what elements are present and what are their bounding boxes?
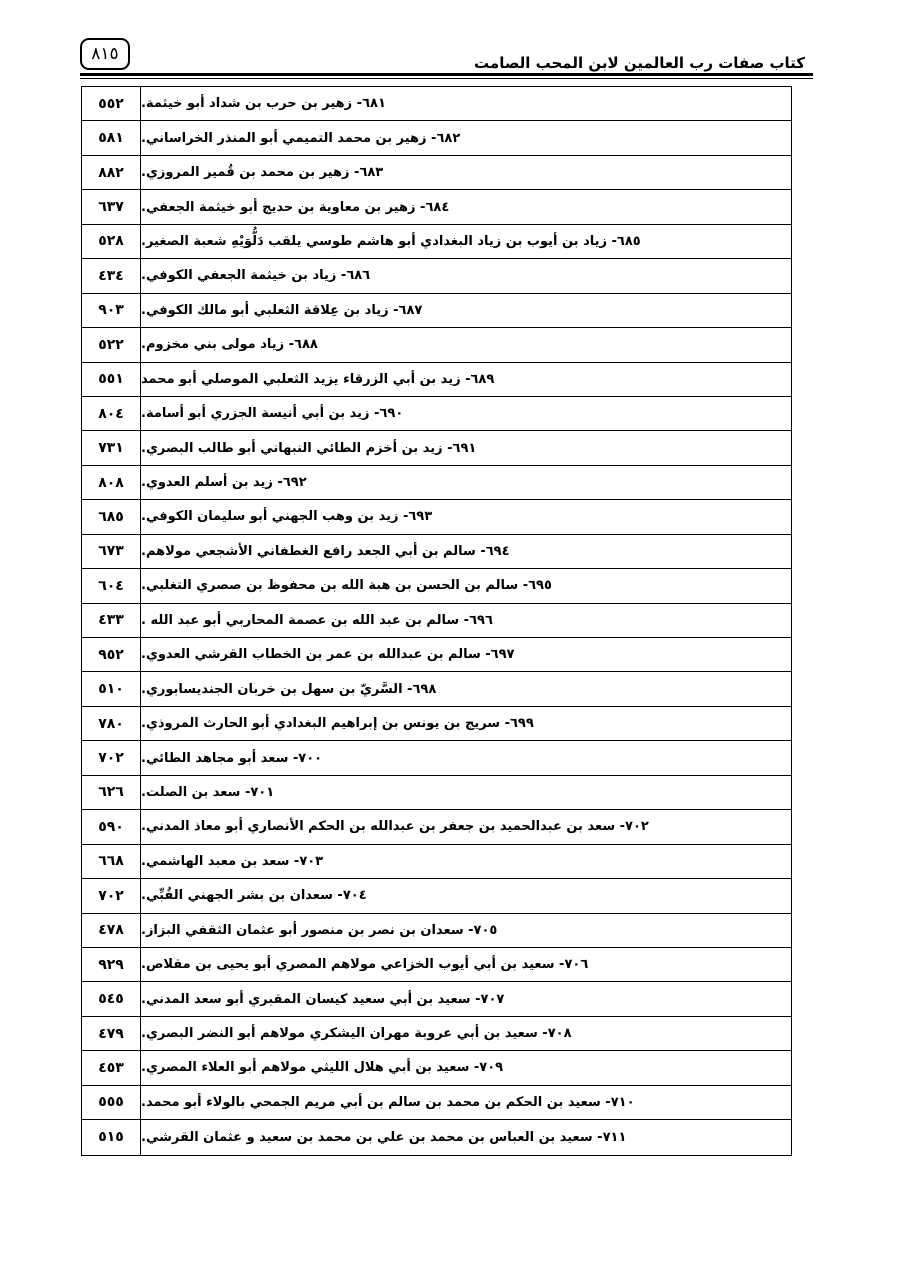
page-reference: ٨٨٢ <box>82 156 141 189</box>
table-row <box>82 776 791 810</box>
narrator-name: ٦٩٨- السَّريّ بن سهل بن خربان الجنديسابوري. <box>141 681 437 697</box>
narrator-name: ٦٩١- زيد بن أخزم الطائي النبهاني أبو طالب البصري. <box>141 440 477 456</box>
page-reference: ٨٠٨ <box>82 466 141 499</box>
page-reference: ٦٨٥ <box>82 500 141 533</box>
page-reference: ٧٣١ <box>82 431 141 464</box>
table-row <box>82 156 791 190</box>
narrator-name: ٦٩٠- زيد بن أبي أنيسة الجزري أبو أسامة. <box>141 406 404 422</box>
narrator-name: ٦٩٥- سالم بن الحسن بن هبة الله بن محفوظ بن صصري التغلبي. <box>141 578 552 594</box>
narrator-name: ٧١٠- سعيد بن الحكم بن محمد بن سالم بن أبي مريم الجمحي بالولاء أبو محمد. <box>141 1094 635 1110</box>
index-table <box>81 86 792 1156</box>
page-reference: ٧٠٢ <box>82 879 141 912</box>
narrator-name: ٧٠٨- سعيد بن أبي عروبة مهران اليشكري مولاهم أبو النضر البصري. <box>141 1026 572 1042</box>
page-reference: ٥١٠ <box>82 672 141 705</box>
narrator-name: ٦٩٩- سريج بن يونس بن إبراهيم البغدادي أبو الحارث المروذي. <box>141 716 534 732</box>
narrator-name: ٧٠٦- سعيد بن أبي أيوب الخزاعي مولاهم المصري أبو يحيى بن مقلاص. <box>141 957 589 973</box>
page-reference: ٥٨١ <box>82 121 141 154</box>
page-reference: ٤٣٤ <box>82 259 141 292</box>
page-reference: ٥١٥ <box>82 1120 141 1154</box>
header-rule-thick <box>80 73 813 76</box>
narrator-name: ٧٠٧- سعيد بن أبي سعيد كيسان المقبري أبو سعد المدني. <box>141 991 505 1007</box>
page-number-box <box>80 38 130 70</box>
narrator-name: ٧٠٥- سعدان بن نصر بن منصور أبو عثمان الثقفي البزاز. <box>141 922 498 938</box>
table-row <box>82 328 791 362</box>
page-reference: ٤٧٨ <box>82 914 141 947</box>
table-row <box>82 294 791 328</box>
book-title: كتاب صفات رب العالمين لابن المحب الصامت <box>474 54 805 72</box>
page-reference: ٥٩٠ <box>82 810 141 843</box>
table-row <box>82 1051 791 1085</box>
page-reference: ٩٥٢ <box>82 638 141 671</box>
table-row <box>82 259 791 293</box>
table-row <box>82 672 791 706</box>
narrator-name: ٦٨٦- زياد بن خيثمة الجعفي الكوفي. <box>141 268 371 284</box>
narrator-name: ٧٠٣- سعد بن معبد الهاشمي. <box>141 853 324 869</box>
table-row <box>82 914 791 948</box>
page-reference: ٥٥٥ <box>82 1086 141 1119</box>
narrator-name: ٧٠٩- سعيد بن أبي هلال الليثي مولاهم أبو العلاء المصري. <box>141 1060 504 1076</box>
page-reference: ٦٢٦ <box>82 776 141 809</box>
narrator-name: ٦٨٧- زياد بن عِلاقة الثعلبي أبو مالك الكوفي. <box>141 302 423 318</box>
narrator-name: ٧١١- سعيد بن العباس بن محمد بن علي بن محمد بن سعيد و عثمان القرشي. <box>141 1129 627 1145</box>
page-reference: ٧٠٢ <box>82 741 141 774</box>
table-row <box>82 397 791 431</box>
table-row <box>82 1120 791 1154</box>
page-reference: ٤٥٣ <box>82 1051 141 1084</box>
page-reference: ٩٢٩ <box>82 948 141 981</box>
narrator-name: ٦٩٦- سالم بن عبد الله بن عصمة المحاربي أبو عبد الله . <box>141 612 493 628</box>
narrator-name: ٦٩٤- سالم بن أبي الجعد رافع الغطفاني الأشجعي مولاهم. <box>141 543 510 559</box>
narrator-name: ٦٩٧- سالم بن عبدالله بن عمر بن الخطاب القرشي العدوي. <box>141 647 515 663</box>
narrator-name: ٦٨٢- زهير بن محمد التميمي أبو المنذر الخراساني. <box>141 130 461 146</box>
page-reference: ٧٨٠ <box>82 707 141 740</box>
table-row <box>82 431 791 465</box>
table-row <box>82 879 791 913</box>
table-row <box>82 845 791 879</box>
table-row <box>82 190 791 224</box>
table-row <box>82 121 791 155</box>
page-reference: ٨٠٤ <box>82 397 141 430</box>
page-reference: ٥٢٨ <box>82 225 141 258</box>
page-reference: ٦٦٨ <box>82 845 141 878</box>
narrator-name: ٦٨٥- زياد بن أيوب بن زياد البغدادي أبو هاشم طوسي يلقب دَلُّوَيْهِ شعبة الصغير. <box>141 233 641 249</box>
narrator-name: ٦٨١- زهير بن حرب بن شداد أبو خيثمة. <box>141 96 386 112</box>
table-row <box>82 466 791 500</box>
narrator-name: ٧٠٢- سعد بن عبدالحميد بن جعفر بن عبدالله بن الحكم الأنصاري أبو معاذ المدني. <box>141 819 649 835</box>
page-reference: ٩٠٣ <box>82 294 141 327</box>
table-row <box>82 707 791 741</box>
page-reference: ٦٧٣ <box>82 535 141 568</box>
narrator-name: ٧٠١- سعد بن الصلت. <box>141 784 275 800</box>
table-row <box>82 741 791 775</box>
page-reference: ٥٤٥ <box>82 982 141 1015</box>
table-row <box>82 569 791 603</box>
table-row <box>82 535 791 569</box>
narrator-name: ٦٩٣- زيد بن وهب الجهني أبو سليمان الكوفي. <box>141 509 433 525</box>
page-reference: ٤٣٣ <box>82 604 141 637</box>
page-reference: ٦٣٧ <box>82 190 141 223</box>
table-row <box>82 500 791 534</box>
table-row <box>82 1086 791 1120</box>
table-row <box>82 638 791 672</box>
table-row <box>82 363 791 397</box>
narrator-name: ٦٨٨- زياد مولى بني مخزوم. <box>141 337 318 353</box>
page-reference: ٤٧٩ <box>82 1017 141 1050</box>
table-row <box>82 604 791 638</box>
narrator-name: ٧٠٠- سعد أبو مجاهد الطائي. <box>141 750 323 766</box>
page-reference: ٥٥٢ <box>82 87 141 120</box>
page-reference: ٥٥١ <box>82 363 141 396</box>
narrator-name: ٦٩٢- زيد بن أسلم العدوي. <box>141 475 307 491</box>
page-header <box>80 38 813 80</box>
narrator-name: ٦٨٤- زهير بن معاوية بن حديج أبو خيثمة الجعفي. <box>141 199 450 215</box>
header-rule-thin <box>80 78 813 79</box>
table-row <box>82 982 791 1016</box>
narrator-name: ٦٨٩- زيد بن أبي الزرقاء يزيد الثعلبي الموصلي أبو محمد <box>141 371 495 387</box>
table-row <box>82 87 791 121</box>
page-reference: ٥٢٢ <box>82 328 141 361</box>
narrator-name: ٦٨٣- زهير بن محمد بن قُمير المروزي. <box>141 165 384 181</box>
table-row <box>82 810 791 844</box>
narrator-name: ٧٠٤- سعدان بن بشر الجهني القُبِّي. <box>141 888 367 904</box>
table-row <box>82 948 791 982</box>
table-row <box>82 225 791 259</box>
page-number: ٨١٥ <box>91 44 119 64</box>
page-reference: ٦٠٤ <box>82 569 141 602</box>
table-row <box>82 1017 791 1051</box>
